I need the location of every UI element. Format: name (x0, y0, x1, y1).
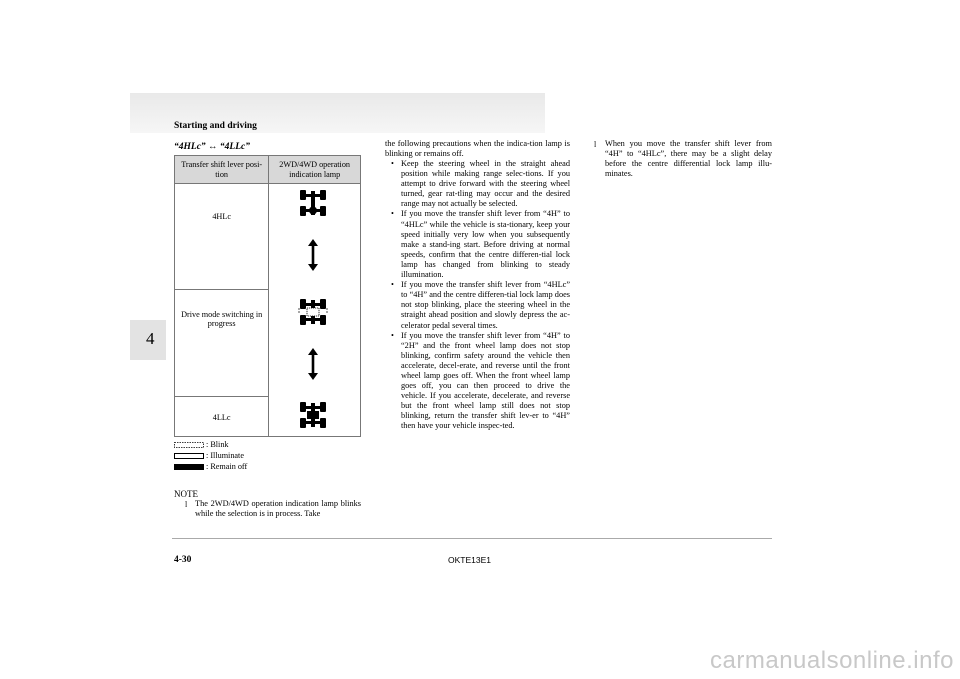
note-title: NOTE (174, 489, 198, 499)
four-wheel-drive-lamp-icon (298, 188, 328, 218)
precautions-intro: the following precautions when the indica-tion lamp is blinking or remains off. (385, 139, 570, 159)
list-item: • If you move the transfer shift lever from “4HLc” to “4H” and the centre differen-tial lock lamp does not stop blinking, place the steering wheel in the straight ahead position and slowly depress the ac-celerator pedal several times. (391, 280, 570, 330)
table-header-indication-lamp: 2WD/4WD operation indication lamp (269, 156, 361, 184)
position-label: 4HLc (212, 212, 231, 221)
note-text: The 2WD/4WD operation indication lamp blinks while the selection is in process. Take (195, 499, 361, 519)
section-title: “4HLc” ↔ “4LLc” (174, 142, 250, 152)
legend-swatch-remain-off (174, 464, 204, 470)
legend-swatch-blink (174, 442, 204, 448)
column3-bullet: l (594, 140, 597, 149)
shift-lever-lamp-table (174, 155, 361, 437)
position-label: 4LLc (212, 412, 231, 422)
legend-label: : Remain off (206, 462, 248, 471)
table-cell-position-switching (175, 290, 269, 396)
page-number: 4-30 (174, 555, 192, 565)
precautions-list (391, 159, 570, 432)
footer-rule (172, 538, 772, 539)
table-cell-position-4hlc (175, 184, 269, 290)
up-down-arrow-icon (308, 348, 318, 380)
table-cell-lamp-sequence (269, 184, 361, 437)
up-down-arrow-icon (308, 239, 318, 271)
document-code: OKTE13E1 (448, 555, 491, 565)
position-label: Drive mode switching in progress (181, 310, 263, 329)
list-item: • If you move the transfer shift lever from “4H” to “4HLc” while the vehicle is sta-tionary, keep your speed initially very low when you subsequently make a stand-ing start. Before driving at normal speeds, confirm that the centre differen-tial lock lamp has changed from blinking to steady illumination. (391, 209, 570, 280)
legend-label: : Illuminate (206, 451, 244, 460)
table-cell-position-4llc (175, 396, 269, 436)
four-wheel-drive-lamp-icon (298, 400, 328, 430)
column3-text: When you move the transfer shift lever from “4H” to “4HLc”, there may be a slight delay before the centre differential lock lamp illu-minates. (605, 139, 772, 179)
chapter-number: 4 (146, 329, 155, 348)
legend-label: : Blink (206, 440, 229, 449)
four-wheel-drive-lamp-blinking-icon (298, 297, 328, 327)
watermark: carmanualsonline.info (710, 647, 954, 674)
table-header-lever-position: Transfer shift lever posi-tion (175, 156, 269, 184)
list-item: • If you move the transfer shift lever from “4H” to “2H” and the front wheel lamp does not stop blinking, confirm safety around the vehicle then accelerate, decel-erate, and reverse until the front wheel lamp goes off. When the front wheel lamp goes off, you can then proceed to drive the vehicle. If you accelerate, decelerate, and reverse but the front wheel lamp still does not stop blinking, return the transfer shift lev-er to “4H” then have your vehicle inspec-ted. (391, 330, 570, 431)
list-item: • Keep the steering wheel in the straight ahead position while making range selec-tions. If you attempt to drive forward with the steering wheel turned, gear rat-tling may occur and the desired range may not actually be selected. (391, 159, 570, 209)
note-bullet: l (185, 500, 188, 509)
legend-swatch-illuminate (174, 453, 204, 459)
running-header-title: Starting and driving (174, 121, 257, 131)
